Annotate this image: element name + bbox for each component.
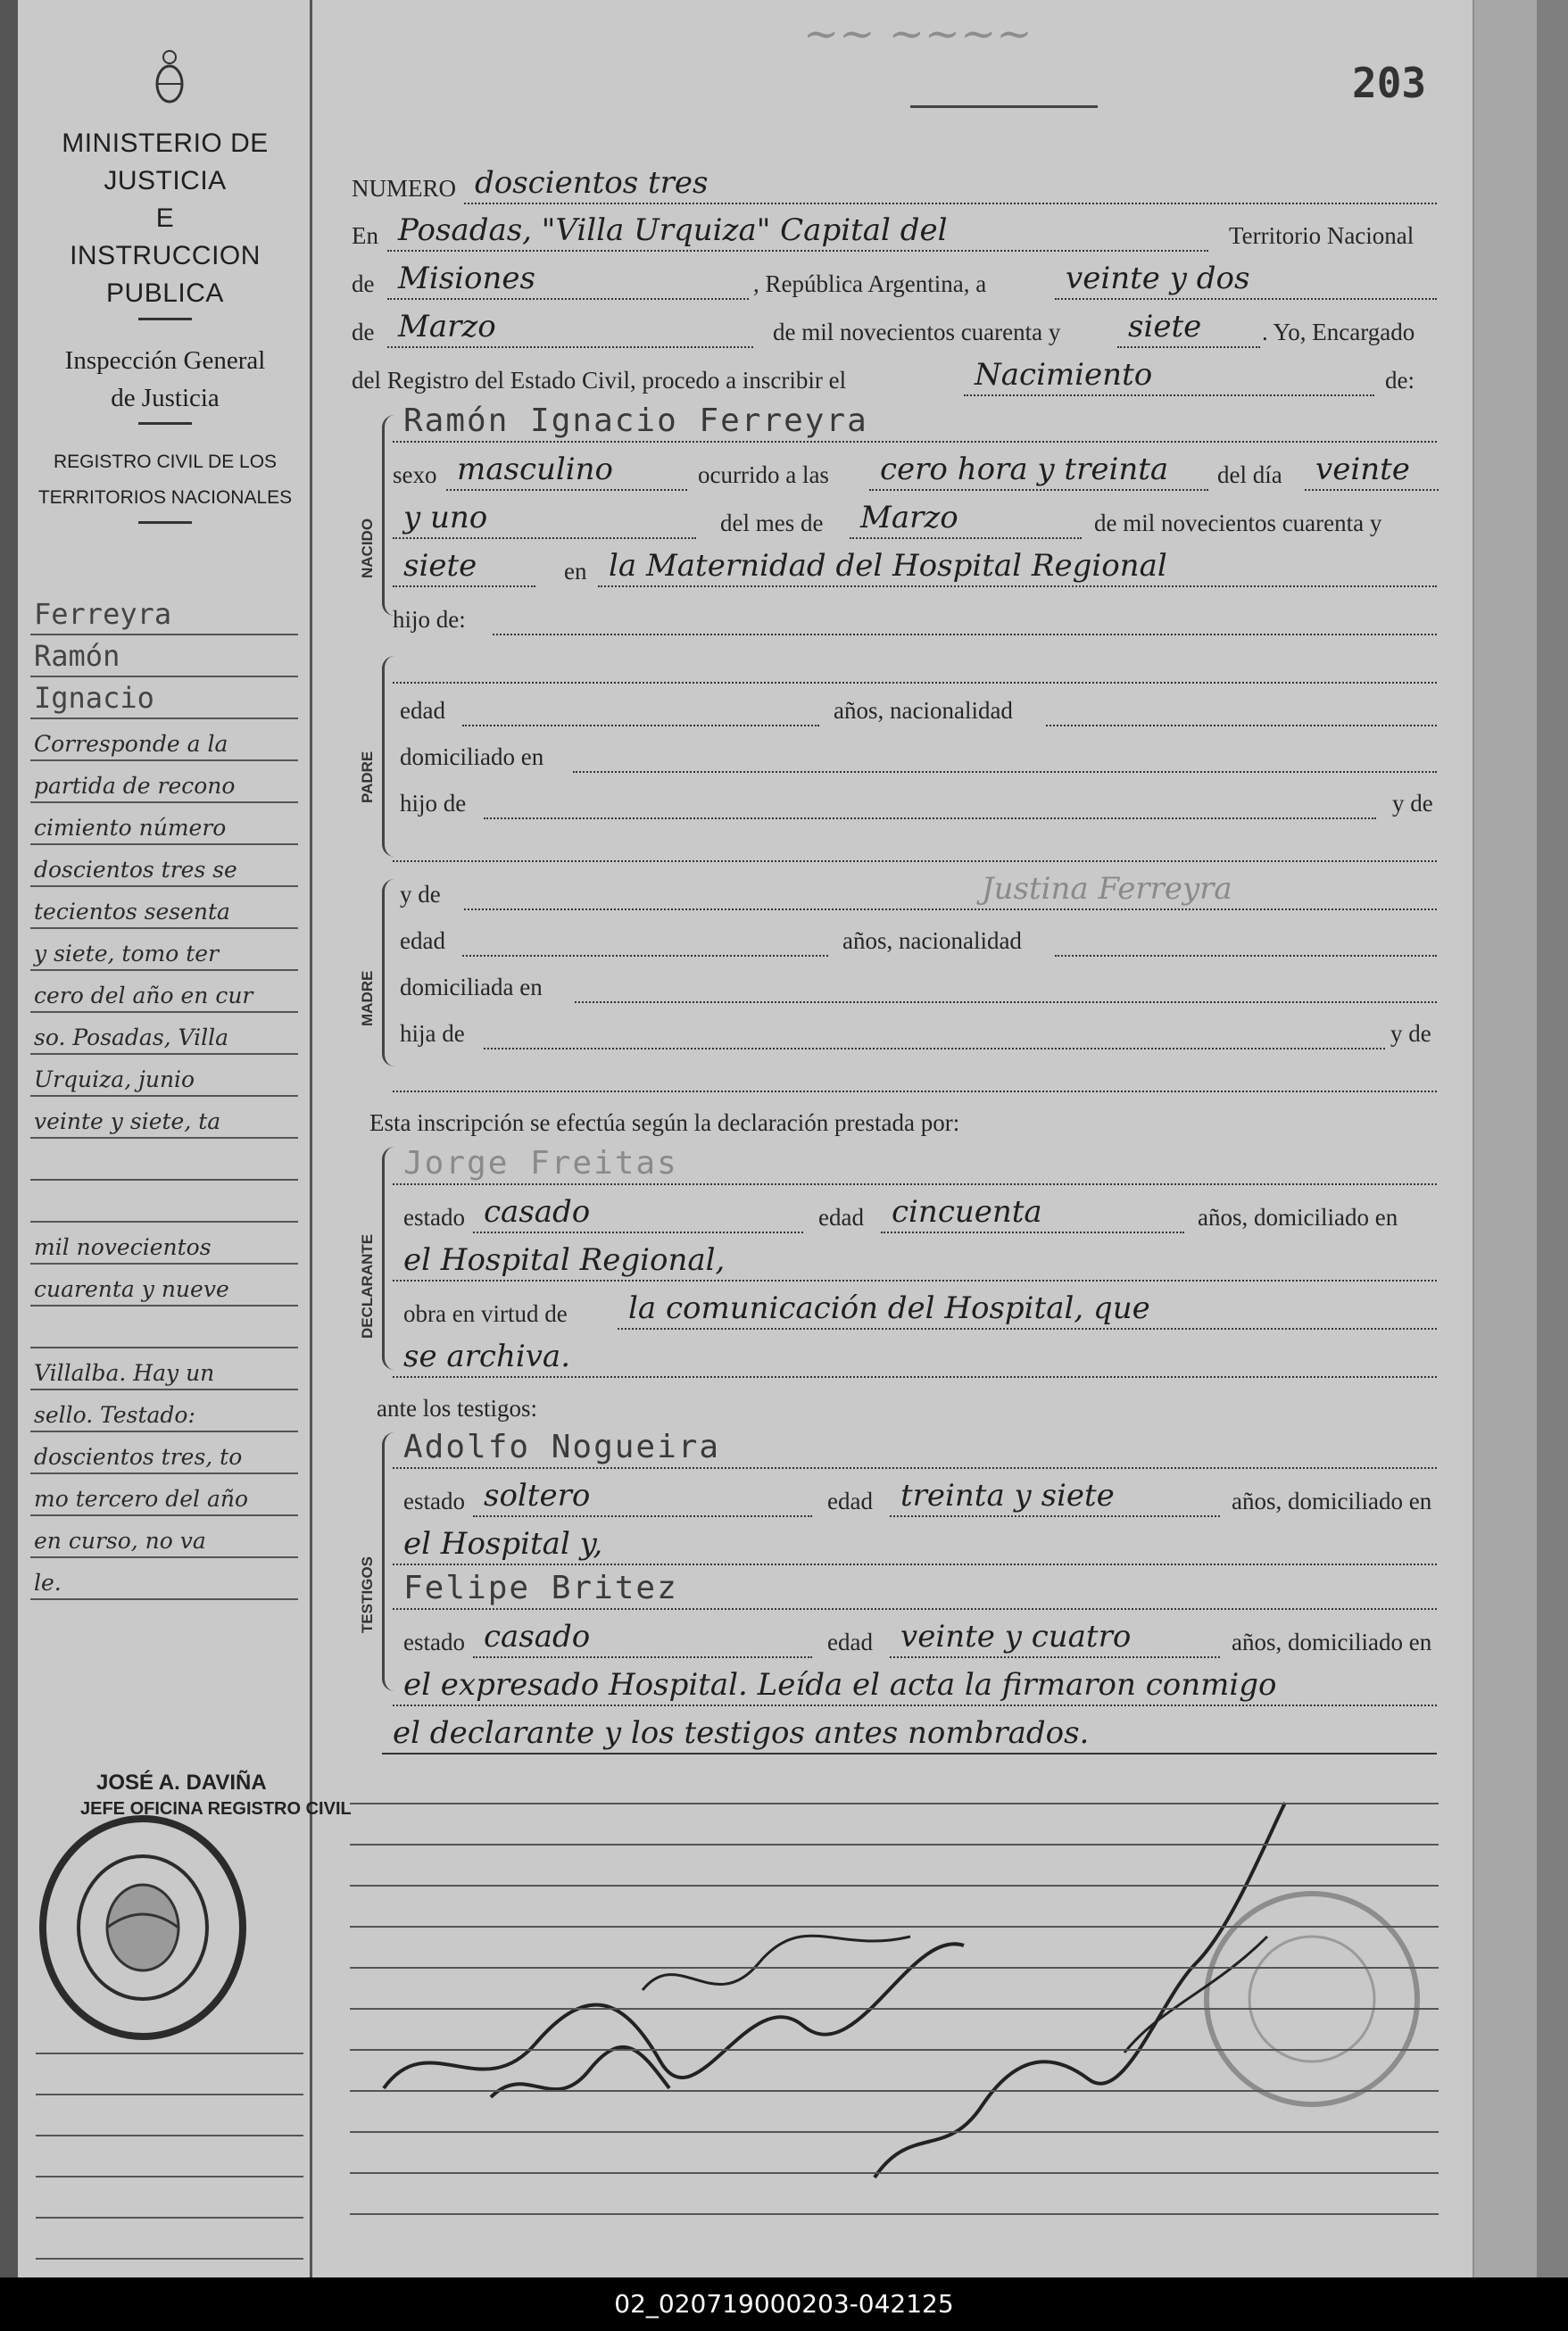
padre-edad-label: edad (400, 697, 445, 724)
declarante-nombre-field (393, 1145, 1437, 1185)
row-declarante-estado (350, 1194, 1456, 1239)
madre-nombre-value: Justina Ferreyra (982, 871, 1232, 907)
t2-edad-field (890, 1621, 1220, 1658)
margin-note-line (30, 1265, 298, 1307)
t2-nombre-value: Felipe Britez (403, 1570, 678, 1606)
registro-line-2: TERRITORIOS NACIONALES (37, 487, 293, 508)
padre-domiciliado-label: domiciliado en (400, 743, 544, 770)
margin-note-text: cuarenta y nueve (34, 1276, 229, 1302)
ministry-header (27, 125, 303, 529)
row-t1-nombre (350, 1430, 1456, 1474)
margin-note-text: so. Posadas, Villa (34, 1024, 229, 1050)
declaracion-label: Esta inscripción se efectúa según la declaración prestada por: (369, 1109, 960, 1136)
margin-note-line (30, 1390, 298, 1432)
t1-estado-label: estado (403, 1488, 465, 1514)
margin-note-text: le. (34, 1570, 62, 1596)
sexo-label: sexo (393, 461, 437, 488)
t1-domicilio-field (393, 1528, 1437, 1565)
margin-ruled-line (36, 2053, 303, 2054)
row-declarante-nombre (350, 1146, 1456, 1190)
row-padre-nombre (350, 644, 1456, 689)
obra-label: obra en virtud de (403, 1300, 568, 1327)
mil-label: de mil novecientos cuarenta y (773, 319, 1061, 345)
row-padre-hijo (350, 780, 1456, 825)
margin-note-line (30, 1432, 298, 1474)
margin-note-line (30, 1097, 298, 1139)
acto-value: Nacimiento (975, 357, 1153, 393)
margin-note-line (30, 1013, 298, 1055)
madre-extra-field (393, 1055, 1437, 1092)
hijo-de-field (493, 598, 1437, 635)
de-colon-label: de: (1385, 367, 1415, 394)
hora-value: cero hora y treinta (880, 452, 1169, 487)
margin-note-line (30, 1348, 298, 1390)
obra-cont-value: se archiva. (403, 1339, 570, 1374)
margin-note-text: cimiento número (34, 815, 227, 841)
row-t1-domicilio (350, 1526, 1456, 1571)
row-padre-madre-de (350, 823, 1456, 867)
declarante-nombre-value: Jorge Freitas (403, 1145, 678, 1182)
inspeccion-line-2: de Justicia (111, 384, 220, 412)
row-nacido-mes (350, 500, 1456, 544)
row-nacido-nombre (350, 403, 1456, 448)
lugar-nac-field (598, 550, 1437, 587)
row-padre-domicilio (350, 734, 1456, 778)
anio-nac-value: siete (403, 548, 477, 584)
t2-edad-label: edad (827, 1629, 873, 1655)
margin-note-line (30, 887, 298, 929)
t1-estado-field (473, 1480, 812, 1517)
dia-field (1055, 262, 1437, 300)
declarante-edad-field (881, 1196, 1184, 1233)
padre-madre-field (393, 825, 1437, 862)
numero-label: NUMERO (352, 175, 457, 202)
t1-nombre-field (393, 1431, 1437, 1469)
obra-value: la comunicación del Hospital, que (628, 1290, 1150, 1326)
madre-domiciliada-label: domiciliada en (400, 974, 543, 1000)
declarante-domicilio-field (393, 1244, 1437, 1282)
margin-ruled-line (36, 2135, 303, 2136)
margin-ruled-line (36, 2217, 303, 2219)
dia-nac-field (1305, 453, 1439, 491)
t1-edad-value: treinta y siete (900, 1478, 1115, 1514)
row-madre-hija (350, 1010, 1456, 1055)
madre-y-de-end-label: y de (1390, 1020, 1431, 1047)
margin-note-text: y siete, tomo ter (34, 941, 220, 966)
lugar-nac-value: la Maternidad del Hospital Regional (609, 548, 1167, 584)
mes-nac-label: del mes de (720, 510, 824, 536)
registro-label: del Registro del Estado Civil, procedo a inscribir el (352, 367, 847, 394)
dia-value: veinte y dos (1066, 261, 1250, 296)
sexo-field (446, 453, 687, 491)
official-seal-icon (36, 1812, 268, 2044)
section-madre: MADRE (359, 970, 376, 1026)
declarante-estado-field (473, 1196, 803, 1233)
declarante-domicilio-value: el Hospital Regional, (403, 1242, 726, 1278)
republica-label: , República Argentina, a (753, 270, 987, 297)
ocurrido-label: ocurrido a las (698, 461, 829, 488)
anio-nac-field (393, 550, 535, 587)
row-de-territorio (350, 261, 1456, 305)
anio-value: siete (1128, 309, 1202, 344)
acto-field (964, 359, 1374, 396)
madre-hija-label: hija de (400, 1020, 465, 1047)
en-nac-label: en (564, 558, 587, 585)
margin-note-line (30, 1558, 298, 1600)
margin-note-line (30, 761, 298, 803)
row-padre-edad (350, 687, 1456, 732)
margin-annotation (30, 593, 298, 1600)
section-declarante: DECLARANTE (359, 1233, 376, 1339)
margin-note-line (30, 803, 298, 845)
margin-note-text: tecientos sesenta (34, 899, 230, 925)
t2-anios-label: años, domiciliado en (1232, 1629, 1432, 1655)
ruled-line (350, 2049, 1439, 2051)
row-declaracion (350, 1099, 1456, 1144)
dia-nac-value: veinte (1315, 452, 1410, 487)
ruled-line (350, 2008, 1439, 2010)
margin-note-line (30, 1223, 298, 1265)
t1-nombre-value: Adolfo Nogueira (403, 1429, 721, 1465)
madre-domicilio-field (575, 966, 1437, 1003)
padre-nacionalidad-field (1046, 689, 1437, 726)
mil-nac-label: de mil novecientos cuarenta y (1094, 510, 1382, 536)
madre-anios-label: años, nacionalidad (842, 927, 1022, 954)
margin-note-line (30, 1055, 298, 1097)
margin-note-line (30, 593, 298, 635)
row-declarante-obra (350, 1290, 1456, 1335)
en-label: En (352, 222, 378, 249)
row-nacido-lugar (350, 548, 1456, 593)
sexo-value: masculino (457, 452, 614, 487)
official-role: JEFE OFICINA REGISTRO CIVIL (80, 1799, 352, 1819)
de-label: de (352, 270, 375, 297)
section-padre: PADRE (359, 751, 376, 803)
mes-nac-value: Marzo (860, 500, 958, 535)
margin-note-text: veinte y siete, ta (34, 1108, 221, 1134)
ministry-line-1: MINISTERIO DE JUSTICIA (62, 129, 269, 195)
cierre-field (382, 1717, 1437, 1754)
obra-cont-field (393, 1340, 1437, 1378)
national-crest-icon (152, 46, 187, 109)
declarante-edad-value: cincuenta (892, 1194, 1042, 1230)
margin-note-text: mo tercero del año (34, 1486, 249, 1512)
t1-domicilio-value: el Hospital y, (403, 1526, 603, 1562)
padre-domicilio-field (573, 735, 1437, 773)
margin-note-text: mil novecientos (34, 1234, 212, 1260)
divider (138, 318, 192, 320)
row-hijo-de (350, 596, 1456, 641)
mes-nac-field (850, 502, 1082, 539)
row-madre-extra (350, 1053, 1456, 1098)
territorio-value: Misiones (398, 261, 535, 296)
territorio-field (387, 262, 749, 300)
margin-note-line (30, 845, 298, 887)
row-testigos-label (350, 1385, 1456, 1430)
t1-edad-label: edad (827, 1488, 873, 1514)
footer-code: 02_020719000203-042125 (0, 2277, 1568, 2331)
margin-note-line (30, 971, 298, 1013)
ruled-line (350, 1844, 1439, 1846)
ruled-line (350, 1885, 1439, 1887)
ruled-line (350, 2172, 1439, 2174)
margin-note-text: partida de recono (34, 773, 236, 799)
registro-line-1: REGISTRO CIVIL DE LOS (53, 452, 278, 472)
madre-edad-label: edad (400, 927, 445, 954)
t2-domicilio-value: el expresado Hospital. Leída el acta la firmaron conmigo (403, 1667, 1277, 1703)
row-registro (350, 357, 1456, 402)
row-declarante-domicilio (350, 1242, 1456, 1287)
t2-estado-label: estado (403, 1629, 465, 1655)
row-numero (350, 165, 1456, 210)
ruled-line (350, 1967, 1439, 1969)
top-scribble: ~~ ~~~~ (803, 9, 1033, 59)
row-en (350, 212, 1456, 257)
margin-note-text: cero del año en cur (34, 983, 253, 1008)
padre-nombre-field (393, 646, 1437, 684)
row-t2-domicilio (350, 1667, 1456, 1712)
row-madre-nombre (350, 871, 1456, 916)
page-number: 203 (1352, 59, 1427, 107)
margin-note-line (30, 1474, 298, 1516)
margin-note-text: Villalba. Hay un (34, 1360, 215, 1386)
mes-field (387, 311, 753, 348)
margin-note-line (30, 1181, 298, 1223)
madre-nacionalidad-field (1055, 919, 1437, 957)
ruled-line (350, 2131, 1439, 2133)
ruled-line (350, 2090, 1439, 2092)
margin-note-text: en curso, no va (34, 1528, 206, 1554)
birth-record-form (350, 0, 1461, 2277)
madre-nombre-field (464, 873, 1437, 910)
padre-edad-field (462, 689, 819, 726)
numero-field (464, 167, 1437, 204)
nacido-nombre-value: Ramón Ignacio Ferreyra (403, 402, 868, 439)
obra-field (618, 1292, 1437, 1330)
row-declarante-obra-cont (350, 1339, 1456, 1383)
page-edge (1473, 0, 1537, 2277)
madre-hija-field (484, 1012, 1385, 1049)
t1-anios-label: años, domiciliado en (1232, 1488, 1432, 1514)
margin-note-text: Ignacio (34, 681, 154, 715)
anio-field (1117, 311, 1260, 348)
row-de-mes (350, 309, 1456, 353)
section-testigos: TESTIGOS (359, 1556, 376, 1633)
ruled-line (350, 1926, 1439, 1928)
testigos-label: ante los testigos: (377, 1395, 537, 1422)
dia-nac-cont-field (393, 502, 696, 539)
margin-note-text: Ramón (34, 639, 120, 673)
numero-value: doscientos tres (475, 165, 709, 201)
t2-estado-field (473, 1621, 812, 1658)
row-t1-estado (350, 1478, 1456, 1522)
lugar-value: Posadas, "Villa Urquiza" Capital del (398, 212, 948, 248)
ruled-line (350, 2213, 1439, 2215)
padre-hijo-label: hijo de (400, 790, 467, 817)
declarante-anios-label: años, domiciliado en (1198, 1204, 1398, 1231)
margin-note-line (30, 677, 298, 719)
divider (138, 422, 192, 425)
margin-note-text: Urquiza, junio (34, 1066, 195, 1092)
row-madre-edad (350, 917, 1456, 962)
margin-note-line (30, 1516, 298, 1558)
divider (138, 521, 192, 524)
row-t2-estado (350, 1619, 1456, 1663)
margin-note-line (30, 1307, 298, 1348)
cierre-value: el declarante y los testigos antes nombrados. (393, 1715, 1090, 1751)
margin-note-text: doscientos tres, to (34, 1444, 243, 1470)
padre-hijo-field (484, 782, 1376, 819)
dia-label: del día (1217, 461, 1282, 488)
margin-ruled-line (36, 2258, 303, 2260)
declarante-estado-label: estado (403, 1204, 465, 1231)
madre-y-de-label: y de (400, 881, 441, 908)
de-label-2: de (352, 319, 375, 345)
ruled-line (350, 1803, 1439, 1804)
padre-anios-label: años, nacionalidad (834, 697, 1013, 724)
row-t2-nombre (350, 1571, 1456, 1615)
inspeccion-line-1: Inspección General (64, 346, 266, 375)
margin-note-line (30, 719, 298, 761)
row-cierre (350, 1715, 1456, 1760)
margin-note-text: doscientos tres se (34, 857, 237, 883)
margin-ruled-line (36, 2176, 303, 2178)
row-nacido-sexo (350, 452, 1456, 496)
row-madre-domicilio (350, 964, 1456, 1008)
hora-field (869, 453, 1208, 491)
territorio-label: Territorio Nacional (1229, 222, 1415, 249)
margin-ruled-line (36, 2094, 303, 2095)
margin-note-line (30, 1139, 298, 1181)
nacido-nombre-field (393, 402, 1437, 443)
ministry-line-2: E (155, 203, 175, 233)
lugar-field (387, 214, 1208, 252)
margin-note-text: Corresponde a la (34, 731, 228, 757)
t1-edad-field (890, 1480, 1220, 1517)
official-name: JOSÉ A. DAVIÑA (96, 1771, 267, 1795)
padre-y-de-label: y de (1392, 790, 1433, 817)
mes-value: Marzo (398, 309, 496, 344)
ministry-line-3: INSTRUCCION PUBLICA (70, 241, 261, 308)
margin-note-line (30, 635, 298, 677)
section-nacido: NACIDO (359, 518, 376, 578)
t2-nombre-field (393, 1572, 1437, 1610)
madre-edad-field (462, 919, 828, 957)
declarante-edad-label: edad (818, 1204, 864, 1231)
t2-estado-value: casado (484, 1619, 591, 1655)
t2-domicilio-field (393, 1669, 1437, 1706)
declarante-estado-value: casado (484, 1194, 591, 1230)
t1-estado-value: soltero (484, 1478, 591, 1514)
hijo-de-label: hijo de: (393, 606, 466, 633)
margin-note-text: Ferreyra (34, 597, 172, 631)
yo-label: . Yo, Encargado (1262, 319, 1415, 345)
t2-edad-value: veinte y cuatro (900, 1619, 1132, 1655)
margin-note-text: sello. Testado: (34, 1402, 195, 1428)
margin-note-line (30, 929, 298, 971)
dia-nac-cont-value: y uno (403, 500, 488, 535)
binding-edge (0, 0, 18, 2277)
